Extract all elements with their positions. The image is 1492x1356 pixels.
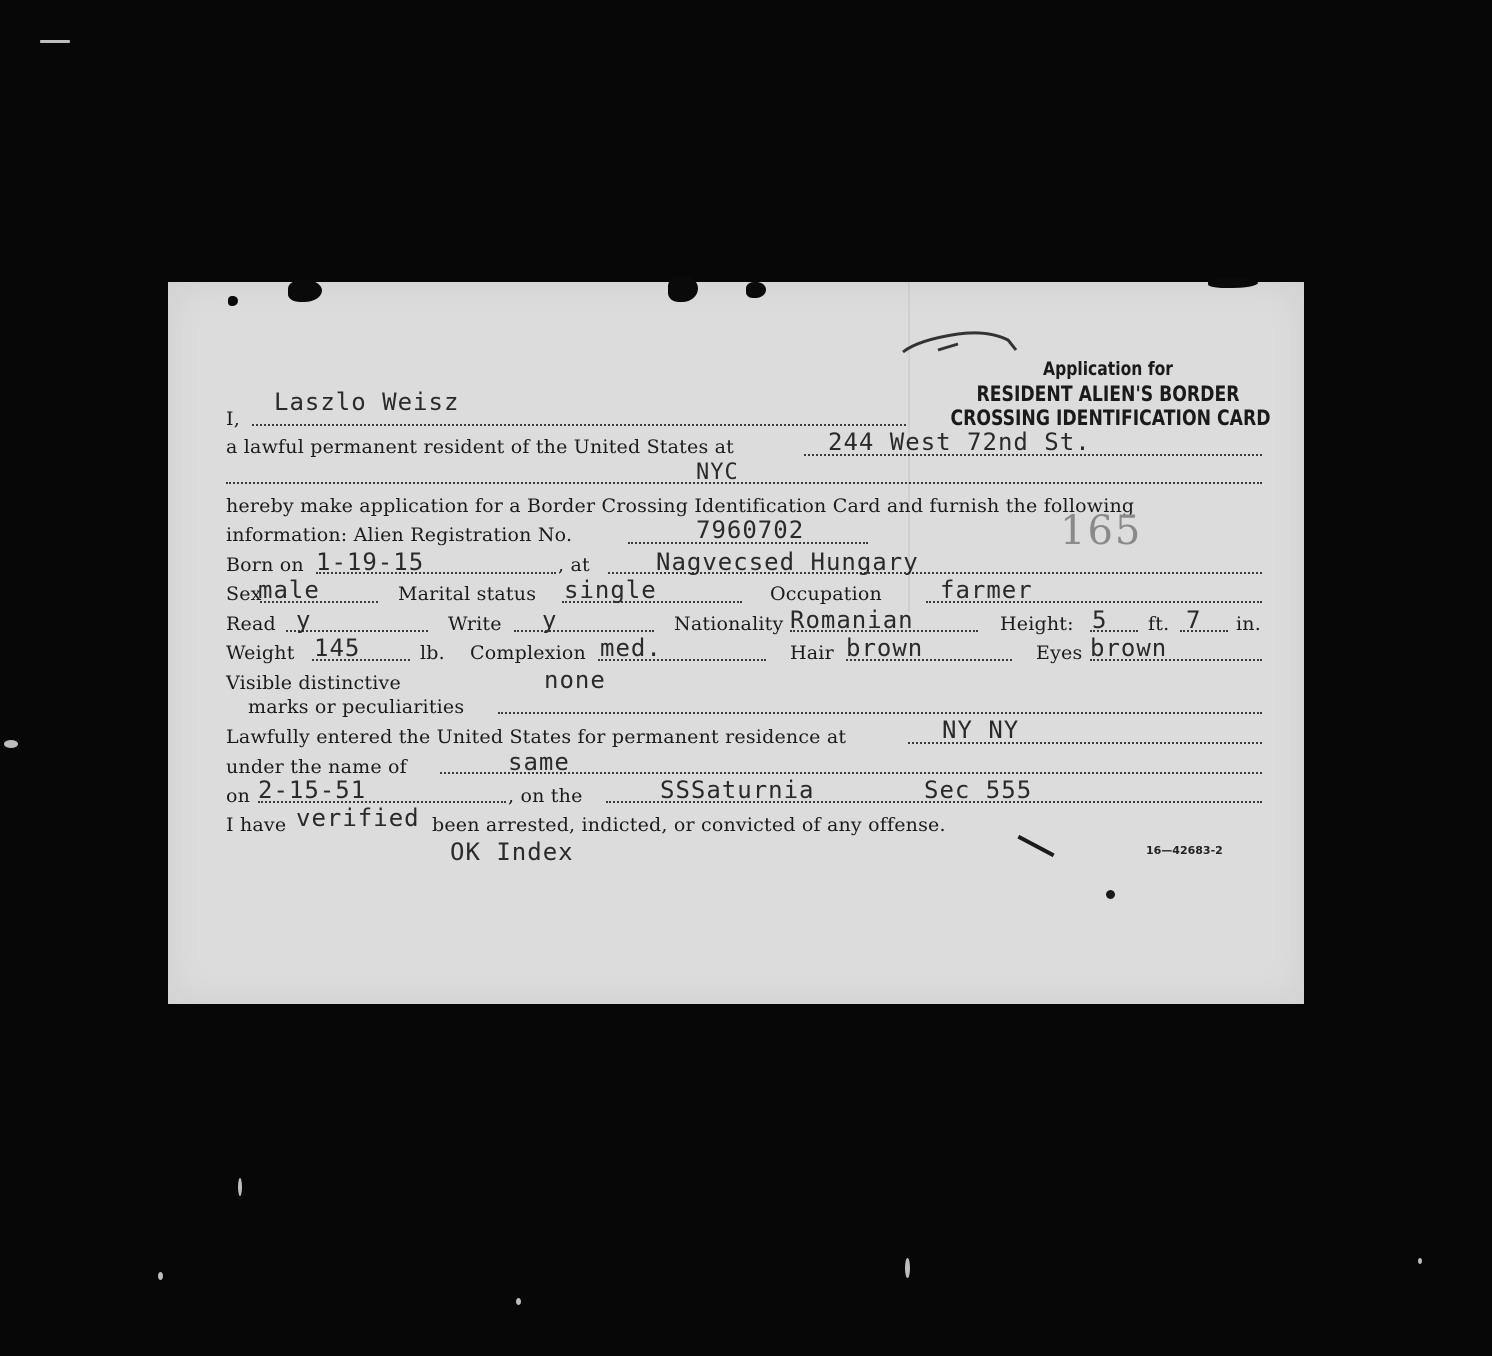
label-ft: ft. <box>1148 613 1170 635</box>
nationality-value: Romanian <box>790 606 914 634</box>
write-line <box>514 630 654 632</box>
film-speck <box>158 1272 163 1280</box>
label-under-name: under the name of <box>226 756 407 778</box>
label-lb: lb. <box>420 642 445 664</box>
label-information: information: Alien Registration No. <box>226 524 573 546</box>
label-in: in. <box>1236 613 1261 635</box>
pen-mark <box>1106 890 1115 899</box>
label-born-on: Born on <box>226 554 304 576</box>
label-on: on <box>226 785 251 807</box>
height-ft-value: 5 <box>1092 606 1108 634</box>
height-in-value: 7 <box>1186 606 1202 634</box>
form-header-line2: RESIDENT ALIEN'S BORDER <box>976 382 1240 406</box>
film-speck <box>516 1298 521 1305</box>
marks-value: none <box>544 666 606 694</box>
label-marital-status: Marital status <box>398 583 537 605</box>
film-speck <box>40 40 70 43</box>
occupation-value: farmer <box>940 576 1033 604</box>
border-crossing-card <box>168 282 1304 1004</box>
label-sex: Sex <box>226 583 262 605</box>
label-nationality: Nationality <box>674 613 784 635</box>
stamped-number: 165 <box>1060 508 1143 554</box>
label-i-have: I have <box>226 814 287 836</box>
label-offense-statement: been arrested, indicted, or convicted of any offense. <box>432 814 946 836</box>
read-value: y <box>296 606 312 634</box>
label-lawfully-entered: Lawfully entered the United States for permanent residence at <box>226 726 847 748</box>
label-hereby: hereby make application for a Border Crossing Identification Card and furnish the following <box>226 495 1135 517</box>
label-at: , at <box>558 554 590 576</box>
marital-value: single <box>564 576 657 604</box>
pen-mark <box>1017 835 1054 857</box>
ok-index-note: OK Index <box>450 838 574 866</box>
punch-hole <box>288 280 322 302</box>
film-speck <box>4 740 18 748</box>
eyes-value: brown <box>1090 634 1168 662</box>
label-resident: a lawful permanent resident of the United States at <box>226 436 735 458</box>
label-read: Read <box>226 613 276 635</box>
complexion-value: med. <box>600 634 662 662</box>
film-speck <box>905 1258 910 1278</box>
label-marks: marks or peculiarities <box>248 696 465 718</box>
label-visible-distinctive: Visible distinctive <box>226 672 401 694</box>
punch-hole <box>746 282 766 298</box>
label-weight: Weight <box>226 642 295 664</box>
film-speck <box>238 1178 242 1196</box>
applicant-name: Laszlo Weisz <box>274 388 460 416</box>
label-height: Height: <box>1000 613 1074 635</box>
sex-value: male <box>258 576 320 604</box>
alien-reg-number: 7960702 <box>696 516 805 544</box>
port-of-entry: NY NY <box>942 716 1020 744</box>
weight-value: 145 <box>314 634 361 662</box>
entry-name: same <box>508 748 570 776</box>
address-value: 244 West 72nd St. <box>828 428 1091 456</box>
handwritten-mark <box>898 320 1028 360</box>
section-value: Sec 555 <box>924 776 1033 804</box>
label-i: I, <box>226 408 240 430</box>
film-speck <box>1418 1258 1422 1264</box>
write-value: y <box>542 606 558 634</box>
punch-hole <box>228 296 238 306</box>
hair-value: brown <box>846 634 924 662</box>
label-on-the: , on the <box>508 785 583 807</box>
label-hair: Hair <box>790 642 834 664</box>
vessel-value: SSSaturnia <box>660 776 815 804</box>
punch-hole <box>1208 278 1258 288</box>
marks-line <box>498 712 1262 714</box>
birth-place: Nagvecsed Hungary <box>656 548 919 576</box>
label-eyes: Eyes <box>1036 642 1083 664</box>
birth-date: 1-19-15 <box>316 548 425 576</box>
city-value: NYC <box>696 460 739 485</box>
form-header-line1: Application for <box>1043 358 1173 380</box>
entry-date: 2-15-51 <box>258 776 367 804</box>
label-write: Write <box>448 613 502 635</box>
punch-hole <box>668 276 698 302</box>
form-header-line3: CROSSING IDENTIFICATION CARD <box>950 406 1271 430</box>
name-line <box>252 424 906 426</box>
verified-stamp: verified <box>296 804 420 832</box>
form-number: 16—42683-2 <box>1146 844 1223 857</box>
label-occupation: Occupation <box>770 583 882 605</box>
city-line <box>226 482 1262 484</box>
label-complexion: Complexion <box>470 642 586 664</box>
